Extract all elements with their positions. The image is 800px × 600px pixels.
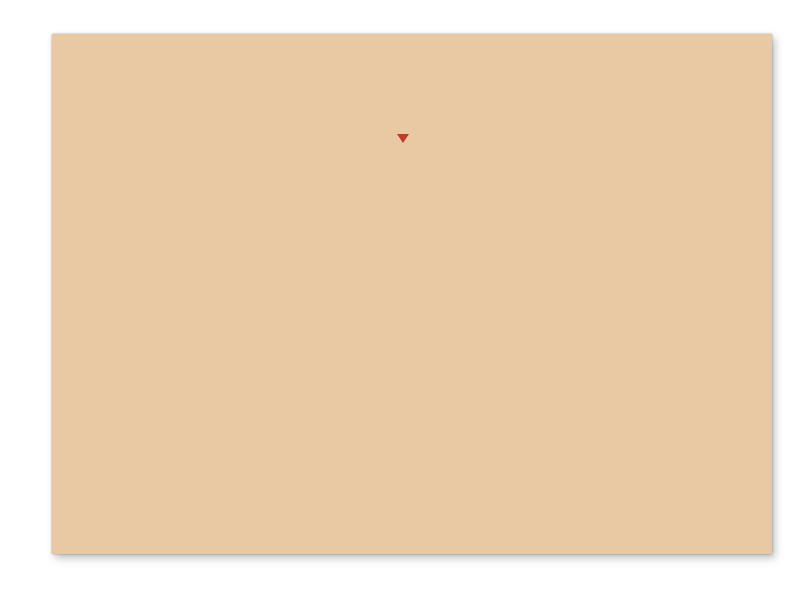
manuscript-sheet [52,34,772,554]
manuscript-grid [52,34,772,554]
brand-arrow-mark [397,132,409,144]
